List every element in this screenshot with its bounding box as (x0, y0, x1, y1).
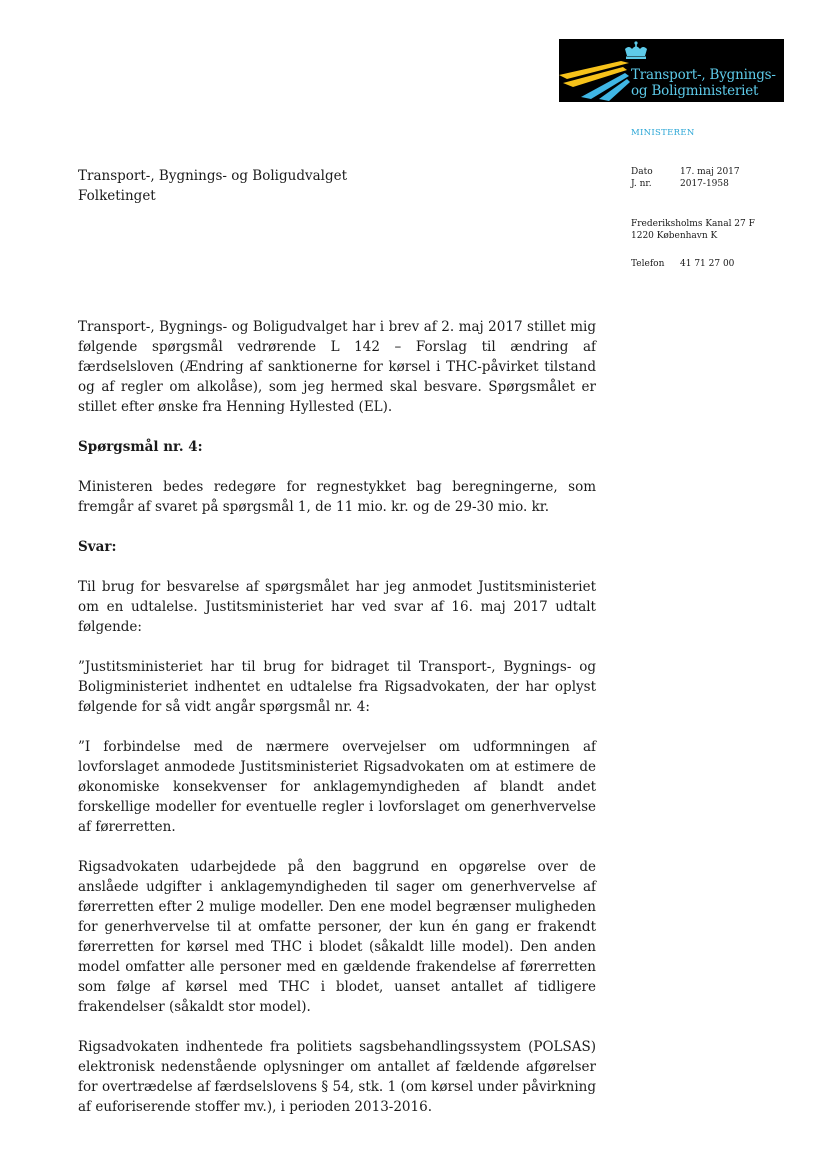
date-row (631, 166, 740, 178)
question-paragraph: Ministeren bedes redegøre for regnestykket bag beregningerne, som fremgår af svaret på spørgsmål 1, de 11 mio. kr. og de 29-30 mio. kr. (78, 479, 596, 515)
answer-heading: Svar: (78, 539, 117, 555)
phone-label: Telefon (631, 259, 665, 269)
date-label: Dato (631, 167, 653, 177)
answer-paragraph-5: Rigsadvokaten indhentede fra politiets sagsbehandlingssystem (POLSAS) elektronisk nedenstående oplysninger om antallet af fældende afgørelser for overtrædelse af færdselslovens § 54, stk. 1 (om kørsel under påvirkning af euforiserende stoffer mv.), i perioden 2013-2016. (78, 1039, 596, 1115)
phone-row (631, 258, 734, 270)
date-value: 17. maj 2017 (680, 167, 740, 177)
answer-paragraph-4: Rigsadvokaten udarbejdede på den baggrund en opgørelse over de anslåede udgifter i anklagemyndigheden til sager om generhvervelse af førerretten efter 2 mulige modeller. Den ene model begrænser muligheden for generhvervelse til at omfatte personer, der kun én gang er frakendt førerretten for kørsel med THC i blodet (såkaldt lille model). Den anden model omfatter alle personer med en gældende frakendelse af førerretten som følge af kørsel med THC i blodet, uanset antallet af tidligere frakendelser (såkaldt stor model). (78, 859, 596, 1015)
journal-label: J. nr. (631, 179, 652, 189)
address-line-1: Frederiksholms Kanal 27 F (631, 219, 755, 229)
ministry-logo (559, 39, 784, 102)
answer-paragraph-3: ”I forbindelse med de nærmere overvejelser om udformningen af lovforslaget anmodede Justitsministeriet Rigsadvokaten om at estimere de økonomiske konsekvenser for anklagemyndigheden af blandt andet forskellige modeller for eventuelle regler i lovforslaget om generhvervelse af førerretten. (78, 739, 596, 835)
phone-value: 41 71 27 00 (680, 259, 735, 269)
answer-paragraph-2: ”Justitsministeriet har til brug for bidraget til Transport-, Bygnings- og Boligministeriet indhentet en udtalelse fra Rigsadvokaten, der har oplyst følgende for så vidt angår spørgsmål nr. 4: (78, 659, 596, 715)
recipient-line-2: Folketinget (78, 188, 156, 204)
answer-paragraph-1: Til brug for besvarelse af spørgsmålet har jeg anmodet Justitsministeriet om en udtalelse. Justitsministeriet har ved svar af 16. maj 2017 udtalt følgende: (78, 579, 596, 635)
intro-paragraph: Transport-, Bygnings- og Boligudvalget har i brev af 2. maj 2017 stillet mig følgende spørgsmål vedrørende L 142 – Forslag til ændring af færdselsloven (Ændring af sanktionerne for kørsel i THC-påvirket tilstand og af regler om alkolåse), som jeg hermed skal besvare. Spørgsmålet er stillet efter ønske fra Henning Hyllested (EL). (78, 319, 596, 415)
logo-line-2: og Boligministeriet (631, 83, 759, 99)
address-line-2: 1220 København K (631, 231, 718, 241)
recipient-line-1: Transport-, Bygnings- og Boligudvalget (78, 168, 348, 184)
department-label: MINISTEREN (631, 128, 695, 138)
recipient-block (78, 166, 347, 206)
question-heading: Spørgsmål nr. 4: (78, 439, 203, 455)
logo-line-1: Transport-, Bygnings- (631, 67, 776, 83)
journal-value: 2017-1958 (680, 179, 729, 189)
letter-body (78, 317, 596, 1137)
journal-row (631, 178, 729, 190)
